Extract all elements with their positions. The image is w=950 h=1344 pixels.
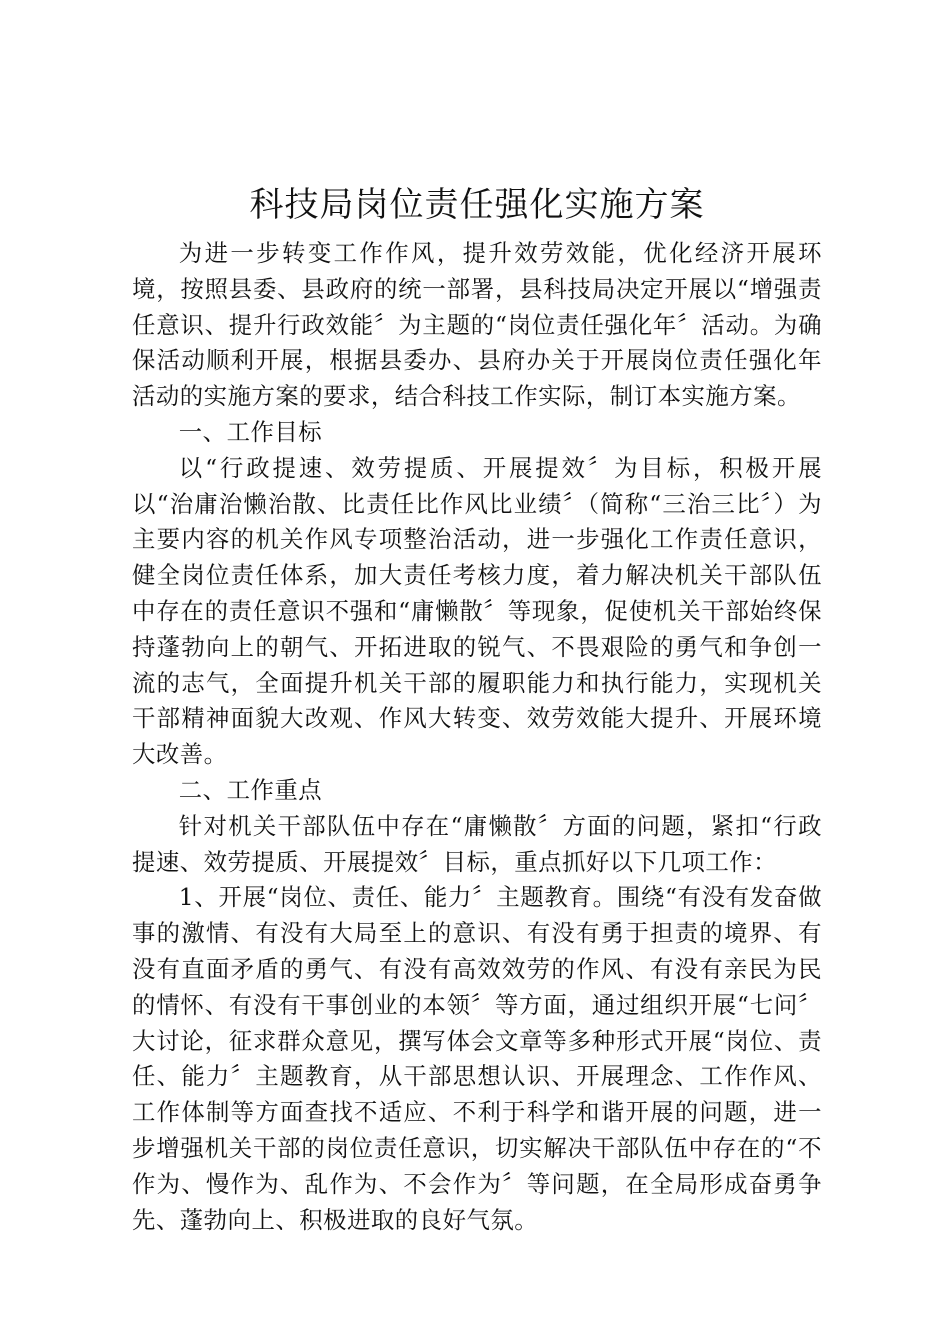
document-title: 科技局岗位责任强化实施方案 bbox=[249, 185, 705, 225]
document-body bbox=[132, 180, 822, 1238]
focus-item-1: 1、开展“岗位、责任、能力〞主题教育。围绕“有没有发奋做事的激情、有没有大局至上的意识、有没有勇于担责的境界、有没有直面矛盾的勇气、有没有高效效劳的作风、有没有亲民为民的情怀、有没有干事创业的本领〞等方面，通过组织开展“七问〞大讨论，征求群众意见，撰写体会文章等多种形式开展“岗位、责任、能力〞主题教育，从干部思想认识、开展理念、工作作风、工作体制等方面查找不适应、不利于科学和谐开展的问题，进一步增强机关干部的岗位责任意识，切实解决干部队伍中存在的“不作为、慢作为、乱作为、不会作为〞等问题，在全局形成奋勇争先、蓬勃向上、积极进取的良好气氛。 bbox=[132, 883, 822, 1234]
section-heading-goals: 一、工作目标 bbox=[178, 417, 323, 446]
goals-paragraph: 以“行政提速、效劳提质、开展提效〞为目标，积极开展以“治庸治懒治散、比责任比作风比业绩〞（简称“三治三比〞）为主要内容的机关作风专项整治活动，进一步强化工作责任意识，健全岗位责任体系，加大责任考核力度，着力解决机关干部队伍中存在的责任意识不强和“庸懒散〞等现象，促使机关干部始终保持蓬勃向上的朝气、开拓进取的锐气、不畏艰险的勇气和争创一流的志气，全面提升机关干部的履职能力和执行能力，实现机关干部精神面貌大改观、作风大转变、效劳效能大提升、开展环境大改善。 bbox=[132, 453, 822, 769]
intro-paragraph: 为进一步转变工作作风，提升效劳效能，优化经济开展环境，按照县委、县政府的统一部署，县科技局决定开展以“增强责任意识、提升行政效能〞为主题的“岗位责任强化年〞活动。为确保活动顺利开展，根据县委办、县府办关于开展岗位责任强化年活动的实施方案的要求，结合科技工作实际，制订本实施方案。 bbox=[132, 239, 822, 411]
section-heading-focus: 二、工作重点 bbox=[178, 775, 323, 804]
focus-paragraph: 针对机关干部队伍中存在“庸懒散〞方面的问题，紧扣“行政提速、效劳提质、开展提效〞目标，重点抓好以下几项工作： bbox=[132, 811, 822, 876]
